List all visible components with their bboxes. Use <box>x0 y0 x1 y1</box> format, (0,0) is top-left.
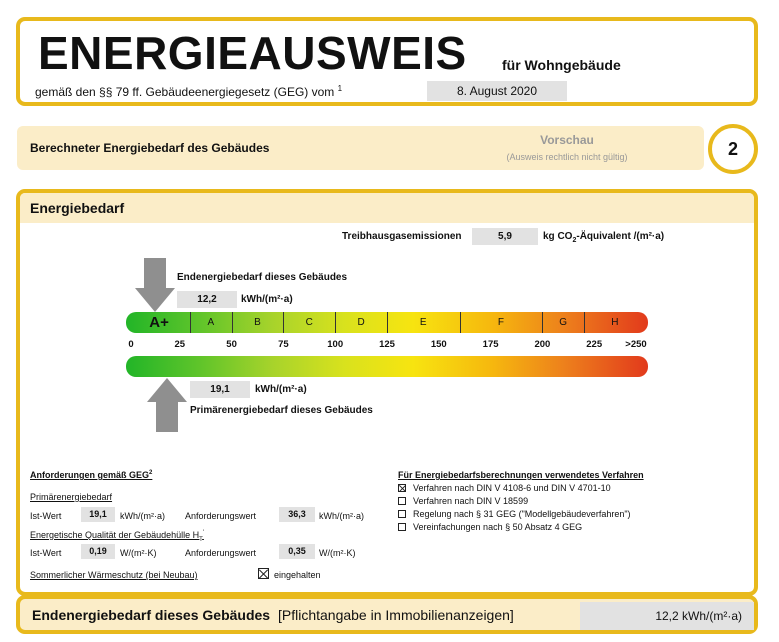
primary-energy-unit: kWh/(m²·a) <box>255 384 307 395</box>
summer-protection-label: Sommerlicher Wärmeschutz (bei Neubau) <box>30 570 198 580</box>
grade-separator <box>335 312 336 333</box>
grade-separator <box>460 312 461 333</box>
law-reference: gemäß den §§ 79 ff. Gebäudeenergiegesetz (GEG) vom $^1$ <box>35 84 343 99</box>
preview-label: Vorschau <box>540 133 594 147</box>
scale-tick-2: 50 <box>226 339 237 350</box>
grade-g: G <box>559 317 567 328</box>
ghg-value: 5,9 <box>472 228 538 245</box>
method-label-2: Regelung nach § 31 GEG ("Modellgebäudeverfahren") <box>413 509 631 519</box>
ghg-label: Treibhausgasemissionen <box>342 231 462 242</box>
end-energy-label: Endenergiebedarf dieses Gebäudes <box>177 272 348 283</box>
anf-label: Anforderungswert <box>185 511 257 521</box>
page-number-badge: 2 <box>708 124 758 174</box>
end-energy-arrow <box>135 258 175 312</box>
method-checkbox-2[interactable] <box>398 510 406 518</box>
scale-tick-6: 150 <box>430 339 447 350</box>
header-box <box>16 17 758 106</box>
ist-value: 19,1 <box>81 507 115 522</box>
env-anf-unit: W/(m²·K) <box>319 548 356 558</box>
anf-unit: kWh/(m²·a) <box>319 511 364 521</box>
scale-tick-1: 25 <box>174 339 186 350</box>
status-banner <box>17 126 704 170</box>
method-label-0: Verfahren nach DIN V 4108-6 und DIN V 4701-10 <box>413 483 611 493</box>
grade-separator <box>387 312 388 333</box>
scale-tick-10: >250 <box>625 339 647 350</box>
end-energy-value: 12,2 <box>177 291 237 308</box>
env-anf-label: Anforderungswert <box>185 548 257 558</box>
grade-d: D <box>357 317 365 328</box>
primary-energy-label: Primärenergiebedarf dieses Gebäudes <box>190 405 373 416</box>
scale-tick-9: 225 <box>586 339 603 350</box>
footer-value: 12,2 kWh/(m²·a) <box>655 609 742 623</box>
section-header-bar <box>20 193 754 223</box>
method-checkbox-0[interactable] <box>398 484 406 492</box>
method-checkbox-1[interactable] <box>398 497 406 505</box>
scale-tick-7: 175 <box>482 339 499 350</box>
anf-value: 36,3 <box>279 507 315 522</box>
primary-energy-arrow <box>147 378 187 432</box>
section-title: Energiebedarf <box>30 200 125 216</box>
grade-b: B <box>254 317 261 328</box>
method-label-3: Vereinfachungen nach § 50 Absatz 4 GEG <box>413 522 583 532</box>
scale-tick-3: 75 <box>278 339 289 350</box>
grade-separator <box>283 312 284 333</box>
document-subtitle: für Wohngebäude <box>502 57 621 73</box>
scale-tick-5: 125 <box>379 339 395 350</box>
method-label-1: Verfahren nach DIN V 18599 <box>413 496 529 506</box>
ghg-unit: kg $CO_2$-Äquivalent /(m²·a) <box>543 231 665 244</box>
grade-separator <box>190 312 191 333</box>
summer-protection-status: eingehalten <box>274 570 321 580</box>
primary-energy-value: 19,1 <box>190 381 250 398</box>
ist-unit: kWh/(m²·a) <box>120 511 165 521</box>
methods-title: Für Energiebedarfsberechnungen verwendetes Verfahren <box>398 470 644 480</box>
envelope-title: Energetische Qualität der Gebäudehülle $H_T'$ <box>30 530 204 543</box>
method-checkbox-3[interactable] <box>398 523 406 531</box>
ist-label: Ist-Wert <box>30 511 62 521</box>
grade-a: A <box>207 317 215 328</box>
grade-separator <box>584 312 585 333</box>
grade-a-plus: A+ <box>149 314 169 331</box>
banner-label: Berechneter Energiebedarf des Gebäudes <box>30 141 270 155</box>
grade-e: E <box>419 317 427 328</box>
footer-label: Endenergiebedarf dieses Gebäudes <box>32 607 271 623</box>
footer-box <box>16 595 758 634</box>
env-ist-unit: W/(m²·K) <box>120 548 157 558</box>
grade-separator <box>542 312 543 333</box>
env-ist-label: Ist-Wert <box>30 548 62 558</box>
requirements-title: Anforderungen gemäß GEG$^2$ <box>30 470 153 480</box>
summer-protection-checkbox[interactable] <box>258 568 269 579</box>
end-energy-unit: kWh/(m²·a) <box>241 294 293 305</box>
footer-note: [Pflichtangabe in Immobilienanzeigen] <box>277 607 514 623</box>
primary-scale-bar <box>126 356 648 377</box>
issue-date: 8. August 2020 <box>427 81 567 101</box>
footer-value-field <box>580 602 754 630</box>
preview-note: (Ausweis rechtlich nicht gültig) <box>506 152 628 162</box>
footer-text <box>32 607 514 623</box>
scale-tick-8: 200 <box>534 339 551 350</box>
footnote-marker: 1 <box>337 84 343 93</box>
grade-f: F <box>497 317 504 328</box>
document-title: ENERGIEAUSWEIS <box>38 27 467 79</box>
grade-c: C <box>305 317 313 328</box>
grade-h: H <box>611 317 619 328</box>
scale-tick-0: 0 <box>128 339 134 350</box>
scale-tick-4: 100 <box>327 339 344 350</box>
primary-requirement-title: Primärenergiebedarf <box>30 492 113 502</box>
env-ist-value: 0,19 <box>81 544 115 559</box>
env-anf-value: 0,35 <box>279 544 315 559</box>
grade-separator <box>232 312 233 333</box>
